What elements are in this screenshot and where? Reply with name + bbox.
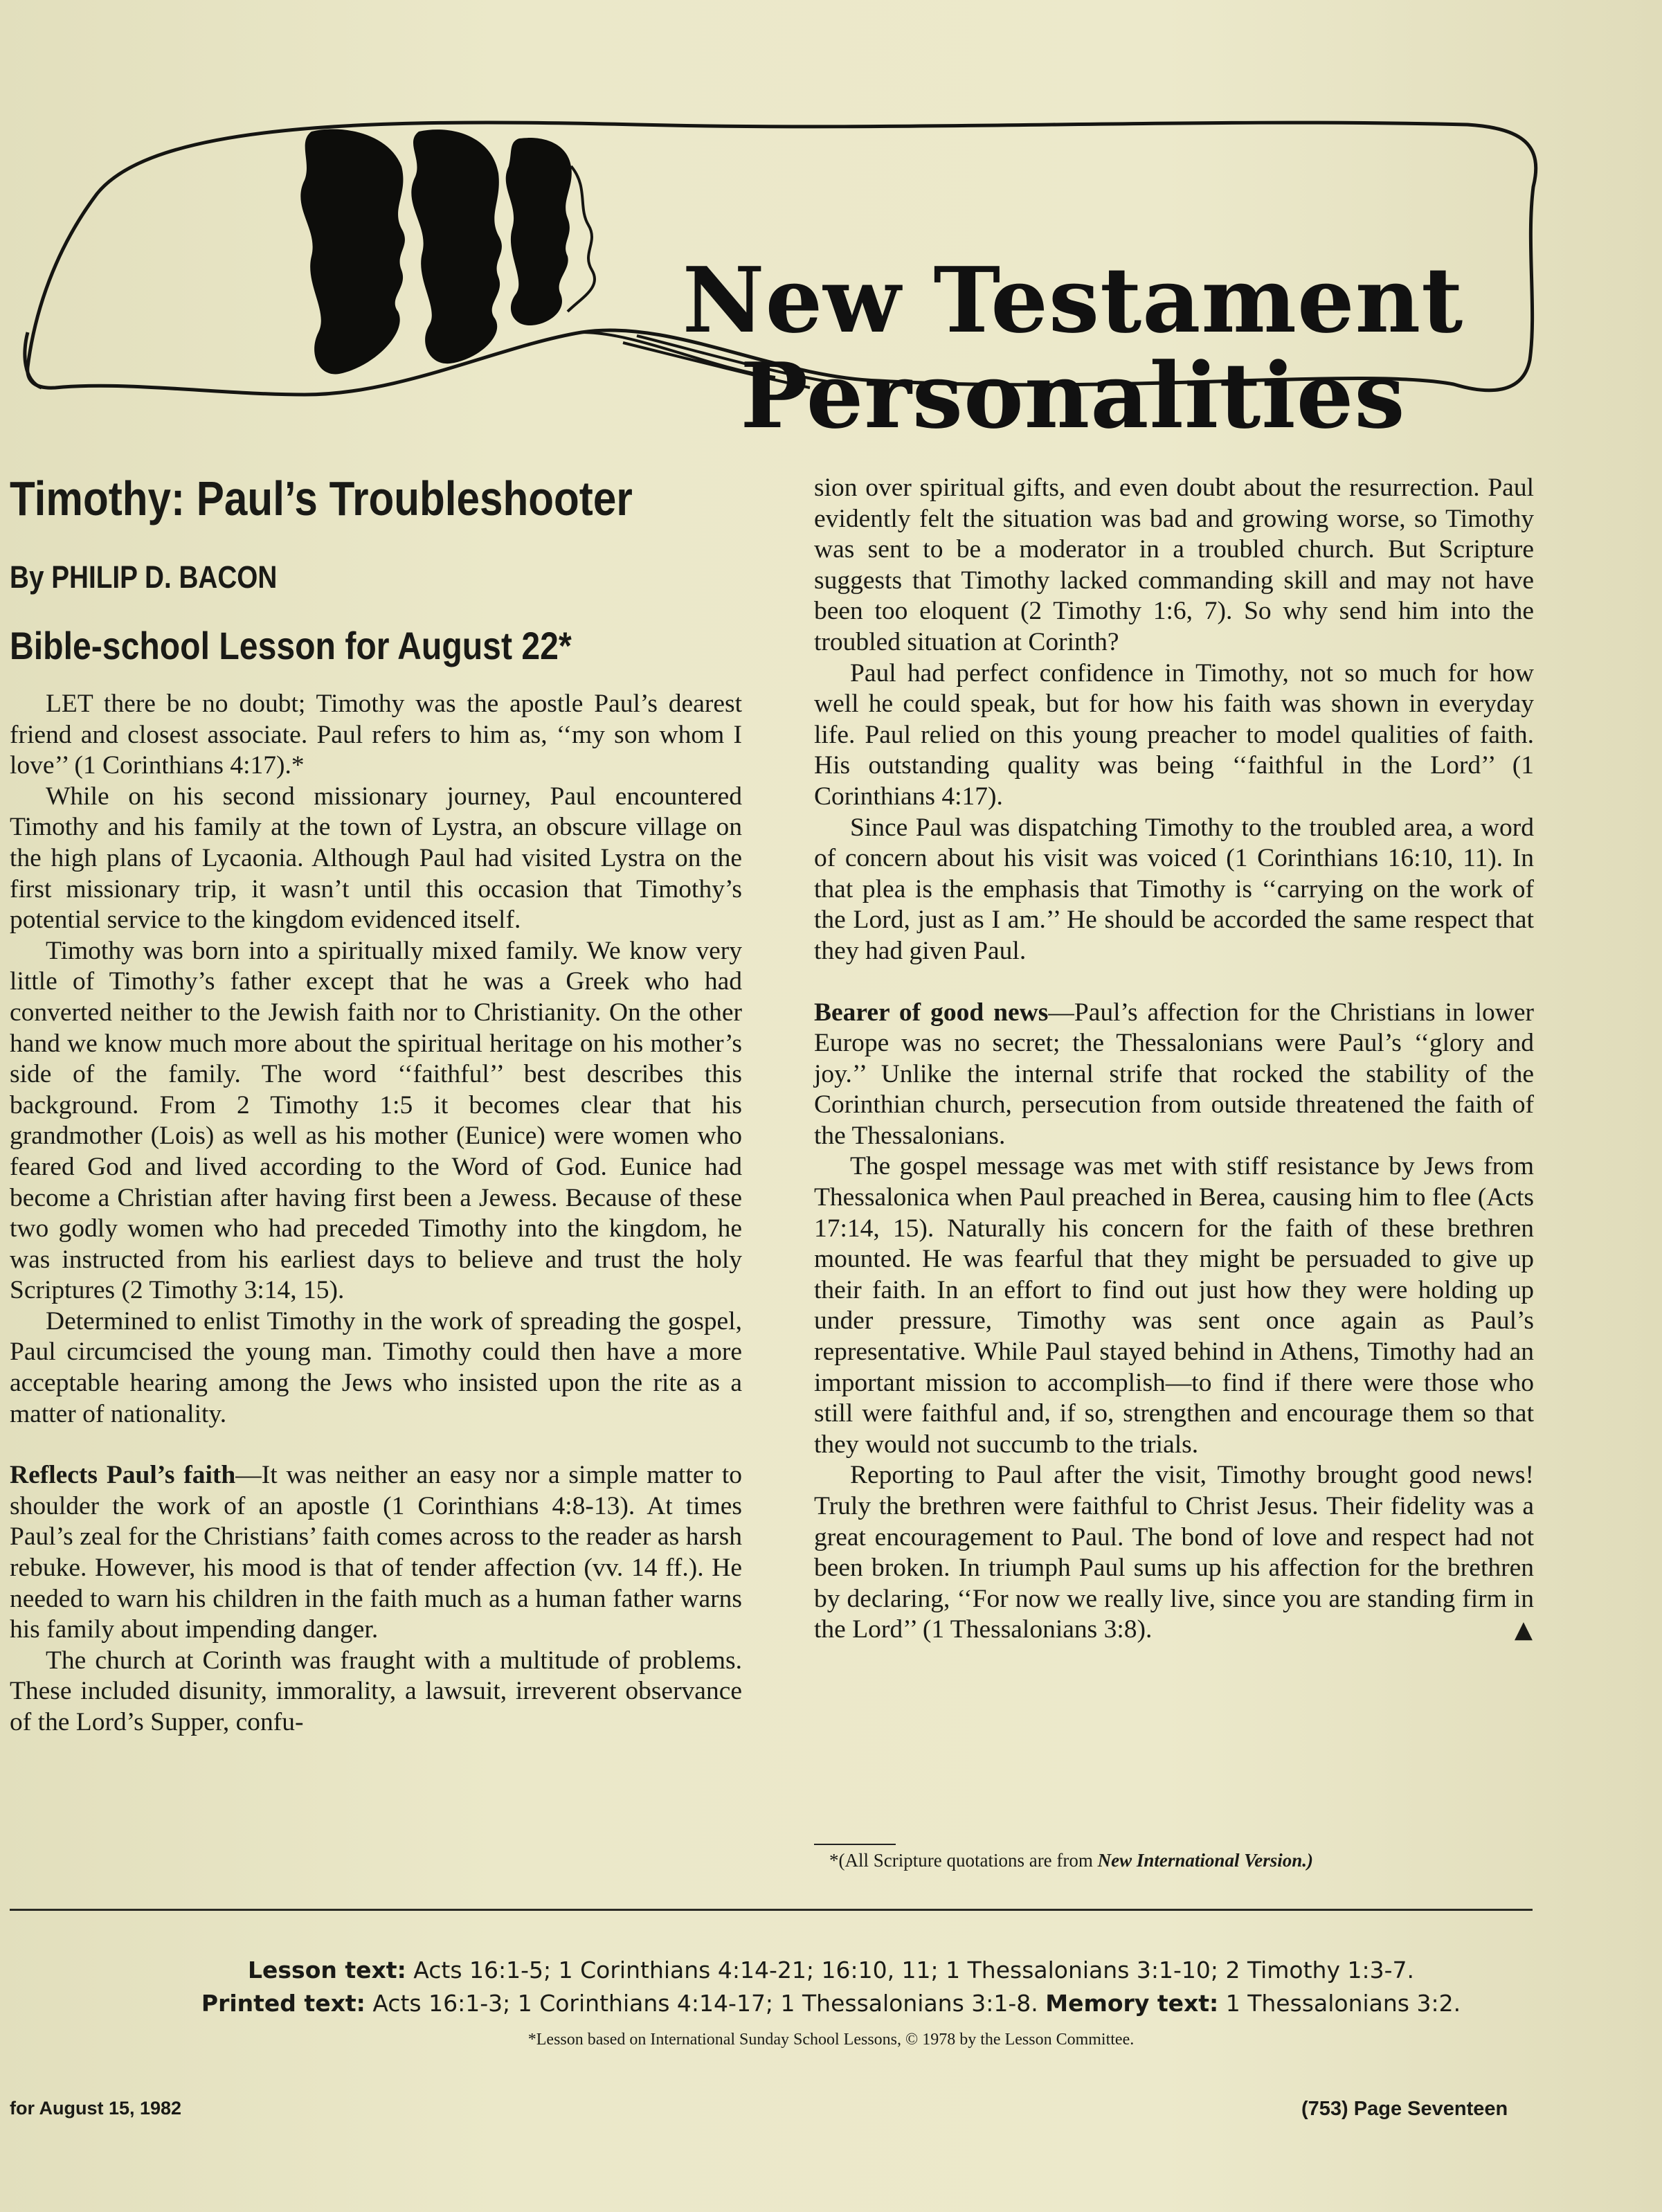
section-subhead: Bearer of good news (814, 998, 1049, 1027)
paragraph: Determined to enlist Timothy in the work of spreading the gospel, Paul circumcised the young man. Timothy could then have a more acceptable hearing among the Jews who insisted upon the rite as a matter of nationality. (10, 1306, 742, 1428)
issue-date: for August 15, 1982 (10, 2098, 182, 2119)
paragraph (814, 1460, 1534, 1646)
section-subhead: Reflects Paul’s faith (10, 1461, 236, 1490)
paragraph: While on his second missionary journey, Paul encountered Timothy and his family at the town of Lystra, an obscure village on the high plans of Lycaonia. Although Paul had visited Lystra on the first missionary trip, it wasn’t until this occasion that Timothy’s potential service to the kingdom evidenced itself. (10, 782, 742, 935)
banner-title (623, 247, 1523, 449)
section-paragraph (814, 998, 1534, 1152)
paragraph: Timothy was born into a spiritually mixed family. We know very little of Timothy’s father except that he was a Greek who had converted neither to the Jewish faith nor to Christianity. On the other hand we know much more about the spiritual heritage on his mother’s side of the family. The word ‘‘faithful’’ best describes this background. From 2 Timothy 1:5 it becomes clear that his grandmother (Lois) as well as his mother (Eunice) were women who feared God and lived according to the Word of God. Eunice had become a Christian after having first been a Jewess. Because of these two godly women who had preceded Timothy into the kingdom, he was instructed from his earliest days to believe and trust the holy Scriptures (2 Timothy 3:14, 15). (10, 936, 742, 1305)
footnote-version: New International Version.) (1097, 1850, 1313, 1871)
memory-text-value: 1 Thessalonians 3:2. (1225, 1990, 1461, 2017)
memory-text-label: Memory text: (1045, 1990, 1219, 2017)
paragraph: sion over spiritual gifts, and even doubt about the resurrection. Paul evidently felt the situation was bad and growing worse, so Timothy was sent to be a moderator in a troubled church. But Scripture suggests that Timothy lacked commanding skill and may not have been too eloquent (2 Timothy 1:6, 7). So why send him into the troubled situation at Corinth? (814, 474, 1534, 656)
lesson-text-line (0, 1954, 1662, 1987)
article-byline: By PHILIP D. BACON (10, 559, 278, 595)
paragraph-text: —Paul’s affection for the Christians in lower Europe was no secret; the Thessalonians were Paul’s ‘‘glory and joy.’’ Unlike the internal strife that rocked the stability of the Corinthian church, persecution from outside threatened the faith of the Thessalonians. (814, 998, 1534, 1150)
paragraph-text: —It was neither an easy nor a simple matter to shoulder the work of an apostle (1 Corinthians 4:8-13). At times Paul’s zeal for the Christians’ faith comes across to the reader as harsh rebuke. However, his mood is that of tender affection (vv. 14 ff.). He needed to warn his children in the faith much as a human father warns his family about impending danger. (10, 1461, 742, 1644)
banner (14, 104, 1557, 449)
paragraph: The church at Corinth was fraught with a multitude of problems. These included disunity, immorality, a lawsuit, irreverent observance of the Lord’s Supper, confu- (10, 1646, 742, 1736)
lesson-date-line: Bible-school Lesson for August 22* (10, 624, 572, 667)
lesson-text-label: Lesson text: (248, 1957, 406, 1984)
printed-text-value: Acts 16:1-3; 1 Corinthians 4:14-17; 1 Thessalonians 3:1-8. (372, 1990, 1038, 2017)
divider (10, 1909, 1533, 1911)
copyright-note: *Lesson based on International Sunday School Lessons, © 1978 by the Lesson Committee. (527, 2031, 1135, 2049)
lesson-info (0, 1954, 1662, 2020)
footnote (829, 1850, 1521, 1871)
end-mark-icon: ▲ (1514, 1616, 1533, 1644)
paragraph: LET there be no doubt; Timothy was the apostle Paul’s dearest friend and closest associate. Paul refers to him as, ‘‘my son whom I love’’ (1 Corinthians 4:17).* (10, 690, 742, 780)
footnote-rule (814, 1844, 896, 1845)
right-column (814, 473, 1534, 1646)
page-number: (753) Page Seventeen (1301, 2098, 1508, 2120)
paragraph: The gospel message was met with stiff resistance by Jews from Thessalonica when Paul preached in Berea, causing him to flee (Acts 17:14, 15). Naturally his concern for the faith of these brethren mounted. He was fearful that they might be persuaded to give up their faith. In an effort to find out just how they were holding up under pressure, Timothy was sent once again as Paul’s representative. While Paul stayed behind in Athens, Timothy had an important mission to accomplish—to find if there were those who still were faithful and, if so, strengthen and encourage them so that they would not succumb to the trials. (814, 1152, 1534, 1459)
printed-text-line (0, 1987, 1662, 2020)
printed-text-label: Printed text: (201, 1990, 365, 2017)
paragraph: Paul had perfect confidence in Timothy, not so much for how well he could speak, but for how his faith was shown in everyday life. Paul relied on this young preacher to model qualities of faith. His outstanding quality was being ‘‘faithful in the Lord’’ (1 Corinthians 4:17). (814, 658, 1534, 811)
banner-title-line2: Personalities (740, 343, 1406, 449)
footnote-text: *(All Scripture quotations are from (829, 1850, 1098, 1871)
left-column (10, 689, 742, 1738)
section-paragraph (10, 1460, 742, 1646)
article-headline: Timothy: Paul’s Troubleshooter (10, 471, 633, 525)
paragraph: Since Paul was dispatching Timothy to the troubled area, a word of concern about his visit was voiced (1 Corinthians 16:10, 11). In that plea is the emphasis that Timothy is ‘‘carrying on the work of the Lord, just as I am.’’ He should be accorded the same respect that they had given Paul. (814, 813, 1534, 965)
paragraph-text: Reporting to Paul after the visit, Timothy brought good news! Truly the brethren were faithful to Christ Jesus. Their fidelity was a great encouragement to Paul. The bond of love and respect had not been broken. In triumph Paul sums up his affection for the brethren by declaring, ‘‘For now we really live, since you are standing firm in the Lord’’ (1 Thessalonians 3:8). (814, 1461, 1534, 1644)
banner-title-line1: New Testament (682, 247, 1464, 353)
lesson-text-value: Acts 16:1-5; 1 Corinthians 4:14-21; 16:10, 11; 1 Thessalonians 3:1-10; 2 Timothy 1:3-7. (413, 1957, 1414, 1984)
